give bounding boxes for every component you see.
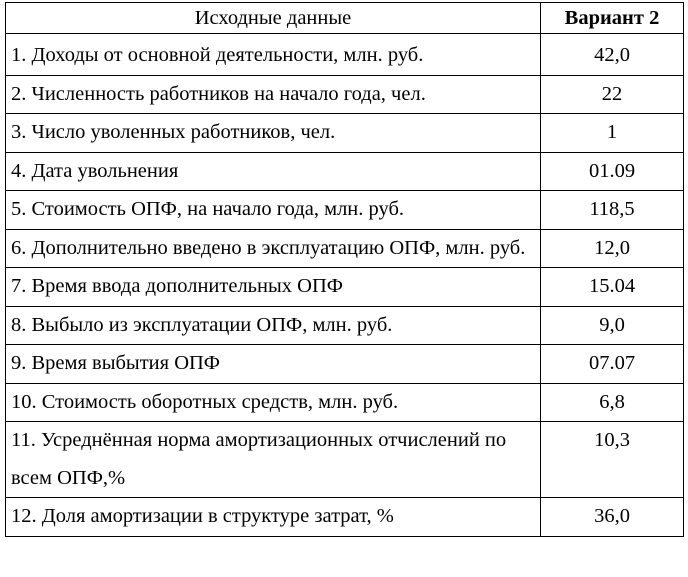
- row-label: 9. Время выбытия ОПФ: [6, 345, 541, 384]
- table-body: [6, 34, 684, 537]
- row-value: 118,5: [541, 191, 684, 230]
- table-row: [6, 191, 684, 230]
- row-value: 12,0: [541, 229, 684, 268]
- row-label: 12. Доля амортизации в структуре затрат, %: [6, 498, 541, 537]
- row-label: 11. Усреднённая норма амортизационных отчислений по всем ОПФ,%: [6, 422, 541, 498]
- table-row: [6, 345, 684, 384]
- row-label: 5. Стоимость ОПФ, на начало года, млн. руб.: [6, 191, 541, 230]
- header-description: Исходные данные: [6, 3, 541, 34]
- row-value: 42,0: [541, 34, 684, 76]
- table-row: [6, 229, 684, 268]
- row-value: 07.07: [541, 345, 684, 384]
- row-label: 3. Число уволенных работников, чел.: [6, 114, 541, 153]
- row-label: 6. Дополнительно введено в эксплуатацию ОПФ, млн. руб.: [6, 229, 541, 268]
- row-value: 6,8: [541, 383, 684, 422]
- row-label: 7. Время ввода дополнительных ОПФ: [6, 268, 541, 307]
- row-label: 10. Стоимость оборотных средств, млн. руб.: [6, 383, 541, 422]
- row-label: 8. Выбыло из эксплуатации ОПФ, млн. руб.: [6, 306, 541, 345]
- table-row: [6, 268, 684, 307]
- row-label: 2. Численность работников на начало года, чел.: [6, 75, 541, 114]
- row-value: 36,0: [541, 498, 684, 537]
- header-variant: Вариант 2: [541, 3, 684, 34]
- table-header-row: [6, 3, 684, 34]
- row-value: 15.04: [541, 268, 684, 307]
- row-value: 22: [541, 75, 684, 114]
- row-value: 01.09: [541, 152, 684, 191]
- row-value: 10,3: [541, 422, 684, 498]
- table-row: [6, 152, 684, 191]
- table-row: [6, 34, 684, 76]
- row-value: 1: [541, 114, 684, 153]
- table-row: [6, 114, 684, 153]
- table-row: [6, 306, 684, 345]
- table-row: [6, 498, 684, 537]
- table-row: [6, 422, 684, 498]
- source-data-table: [5, 2, 684, 537]
- table-row: [6, 75, 684, 114]
- table-row: [6, 383, 684, 422]
- row-label: 4. Дата увольнения: [6, 152, 541, 191]
- row-value: 9,0: [541, 306, 684, 345]
- row-label: 1. Доходы от основной деятельности, млн. руб.: [6, 34, 541, 76]
